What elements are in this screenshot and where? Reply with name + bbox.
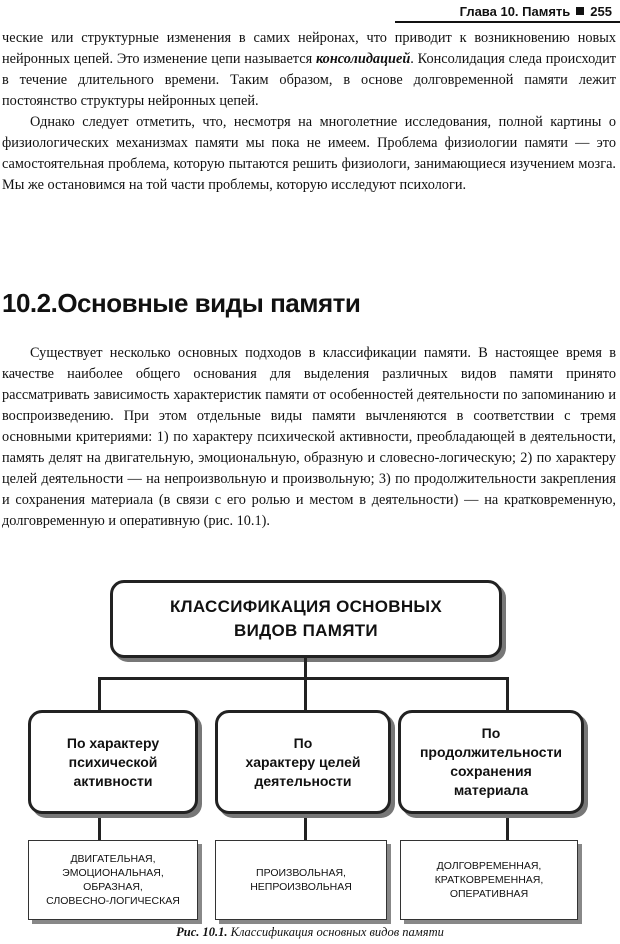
leaf-box-activity-types: ДВИГАТЕЛЬНАЯ, ЭМОЦИОНАЛЬНАЯ, ОБРАЗНАЯ, СЛОВЕСНО-ЛОГИЧЕСКАЯ xyxy=(28,840,198,920)
connector xyxy=(506,677,509,710)
caption-label: Рис. 10.1. xyxy=(176,925,228,939)
intro-paragraph-1: ческие или структурные изменения в самих нейронах, что приводит к возникновению новых нейронных цепей. Это изменение цепи называется консолидацией. Консолидация следа происходит в течение длительного времени. Таким образом, в основе долговременной памяти лежит постоянство структуры нейронных цепей. xyxy=(2,30,616,109)
connector xyxy=(304,677,307,710)
page-number: 255 xyxy=(590,3,612,19)
category-box-activity: По характеру психической активности xyxy=(28,710,198,814)
connector xyxy=(304,658,307,678)
connector xyxy=(304,814,307,840)
chapter-title: Глава 10. Память xyxy=(459,3,571,19)
category-box-goals: По характеру целей деятельности xyxy=(215,710,391,814)
diagram-title-box xyxy=(110,580,502,658)
leaf-box-goal-types: ПРОИЗВОЛЬНАЯ, НЕПРОИЗВОЛЬНАЯ xyxy=(215,840,387,920)
connector xyxy=(98,677,101,710)
section-paragraph: Существует несколько основных подходов в классификации памяти. В настоящее время в качестве наиболее общего основания для выделения различных видов памяти принято рассматривать зависимость характеристик памяти от особенностей деятельности по запоминанию и воспроизведению. При этом отдельные виды памяти вычленяются в соответствии с тремя основными критериями: 1) по характеру психической активности, преобладающей в деятельности, память делят на двигательную, эмоциональную, образную и словесно-логическую; 2) по характеру целей деятельности — на непроизвольную и произвольную; 3) по продолжительности закрепления и сохранения материала (в связи с его ролью и местом в деятельности) — на кратковременную, долговременную и оперативную (рис. 10.1). xyxy=(2,345,616,529)
intro-paragraph-2: Однако следует отметить, что, несмотря на многолетние исследования, полной картины о физиологических механизмах памяти мы пока не имеем. Проблема физиологии памяти — это самостоятельная проблема, которую пытаются решить физиологи, занимающиеся изучением мозга. Мы же остановимся на той части проблемы, которую исследуют психологи. xyxy=(2,114,616,193)
page-header xyxy=(0,0,612,22)
connector xyxy=(506,814,509,840)
header-rule xyxy=(395,21,620,23)
diagram-title-line: ВИДОВ ПАМЯТИ xyxy=(234,621,378,640)
classification-diagram xyxy=(0,570,620,920)
connector xyxy=(98,677,508,680)
section-title: 10.2.Основные виды памяти xyxy=(2,288,361,318)
square-bullet-icon xyxy=(576,7,584,15)
caption-text: Классификация основных видов памяти xyxy=(230,925,444,939)
term-consolidation: консолидацией xyxy=(315,51,411,67)
figure-caption xyxy=(0,925,620,940)
diagram-title-line: КЛАССИФИКАЦИЯ ОСНОВНЫХ xyxy=(169,597,443,616)
connector xyxy=(98,814,101,840)
category-box-duration: По продолжительности сохранения материала xyxy=(398,710,584,814)
intro-text xyxy=(2,28,616,196)
leaf-box-duration-types: ДОЛГОВРЕМЕННАЯ, КРАТКОВРЕМЕННАЯ, ОПЕРАТИВНАЯ xyxy=(400,840,578,920)
